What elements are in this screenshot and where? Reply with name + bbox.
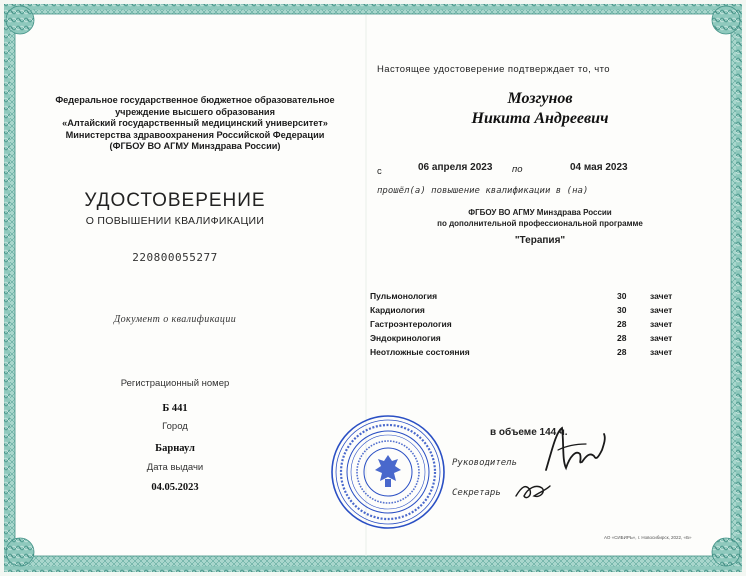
head-label: Руководитель xyxy=(452,458,518,468)
registration-label: Регистрационный номер xyxy=(120,378,230,389)
city-label: Город xyxy=(162,421,188,432)
table-row xyxy=(370,319,690,333)
organization-short: ФГБОУ ВО АГМУ Минздрава России xyxy=(468,208,612,217)
course-result: зачет xyxy=(650,333,673,343)
organization-block xyxy=(25,95,365,153)
org-line: учреждение высшего образования xyxy=(115,106,275,117)
org-line: (ФГБОУ ВО АГМУ Минздрава России) xyxy=(109,141,281,151)
secretary-signature xyxy=(512,478,552,504)
secretary-label: Секретарь xyxy=(452,488,501,498)
printer-imprint: АО «СИБИРЬ», г. Новосибирск, 2022, «Б» xyxy=(604,535,692,540)
course-hours: 30 xyxy=(617,291,627,301)
course-hours: 30 xyxy=(617,305,627,315)
course-result: зачет xyxy=(650,319,673,329)
course-name: Неотложные состояния xyxy=(370,347,470,357)
org-line: Федеральное государственное бюджетное образовательное xyxy=(55,95,335,105)
table-row xyxy=(370,333,690,347)
course-hours: 28 xyxy=(617,319,627,329)
program-label: по дополнительной профессиональной программе xyxy=(437,219,643,228)
document-type: Документ о квалификации xyxy=(113,314,237,325)
course-name: Кардиология xyxy=(370,305,425,315)
certificate-number: 220800055277 xyxy=(132,251,218,264)
issue-date-value: 04.05.2023 xyxy=(151,482,199,493)
registration-value: Б 441 xyxy=(162,403,188,414)
org-line: Министерства здравоохранения Российской Федерации xyxy=(65,129,325,140)
total-volume: в объеме 144 ч. xyxy=(490,427,568,438)
course-result: зачет xyxy=(650,347,673,357)
org-line: «Алтайский государственный медицинский университет» xyxy=(62,118,328,128)
city-value: Барнаул xyxy=(155,443,195,454)
course-hours: 28 xyxy=(617,347,627,357)
intro-text: Настоящее удостоверение подтверждает то, что xyxy=(377,64,610,75)
from-label: с xyxy=(377,166,382,177)
course-hours: 28 xyxy=(617,333,627,343)
table-row xyxy=(370,291,690,305)
left-page xyxy=(25,95,365,153)
official-seal-stamp xyxy=(328,413,448,531)
given-names: Никита Андреевич xyxy=(471,110,609,127)
course-name: Эндокринология xyxy=(370,333,441,343)
from-date: 06 апреля 2023 xyxy=(418,162,493,173)
course-name: Пульмонология xyxy=(370,291,438,301)
issue-date-label: Дата выдачи xyxy=(146,462,204,473)
courses-table xyxy=(370,291,690,361)
course-result: зачет xyxy=(650,305,673,315)
document-title: УДОСТОВЕРЕНИЕ xyxy=(84,190,266,211)
table-row xyxy=(370,347,690,361)
to-date: 04 мая 2023 xyxy=(570,162,628,173)
to-label: по xyxy=(512,164,523,175)
course-result: зачет xyxy=(650,291,673,301)
table-row xyxy=(370,305,690,319)
head-signature xyxy=(540,420,610,480)
document-subtitle: О ПОВЫШЕНИИ КВАЛИФИКАЦИИ xyxy=(85,215,265,227)
surname: Мозгунов xyxy=(507,90,573,107)
course-name: Гастроэнтерология xyxy=(370,319,452,329)
passed-text: прошёл(а) повышение квалификации в (на) xyxy=(377,186,589,196)
program-name: "Терапия" xyxy=(514,235,566,246)
